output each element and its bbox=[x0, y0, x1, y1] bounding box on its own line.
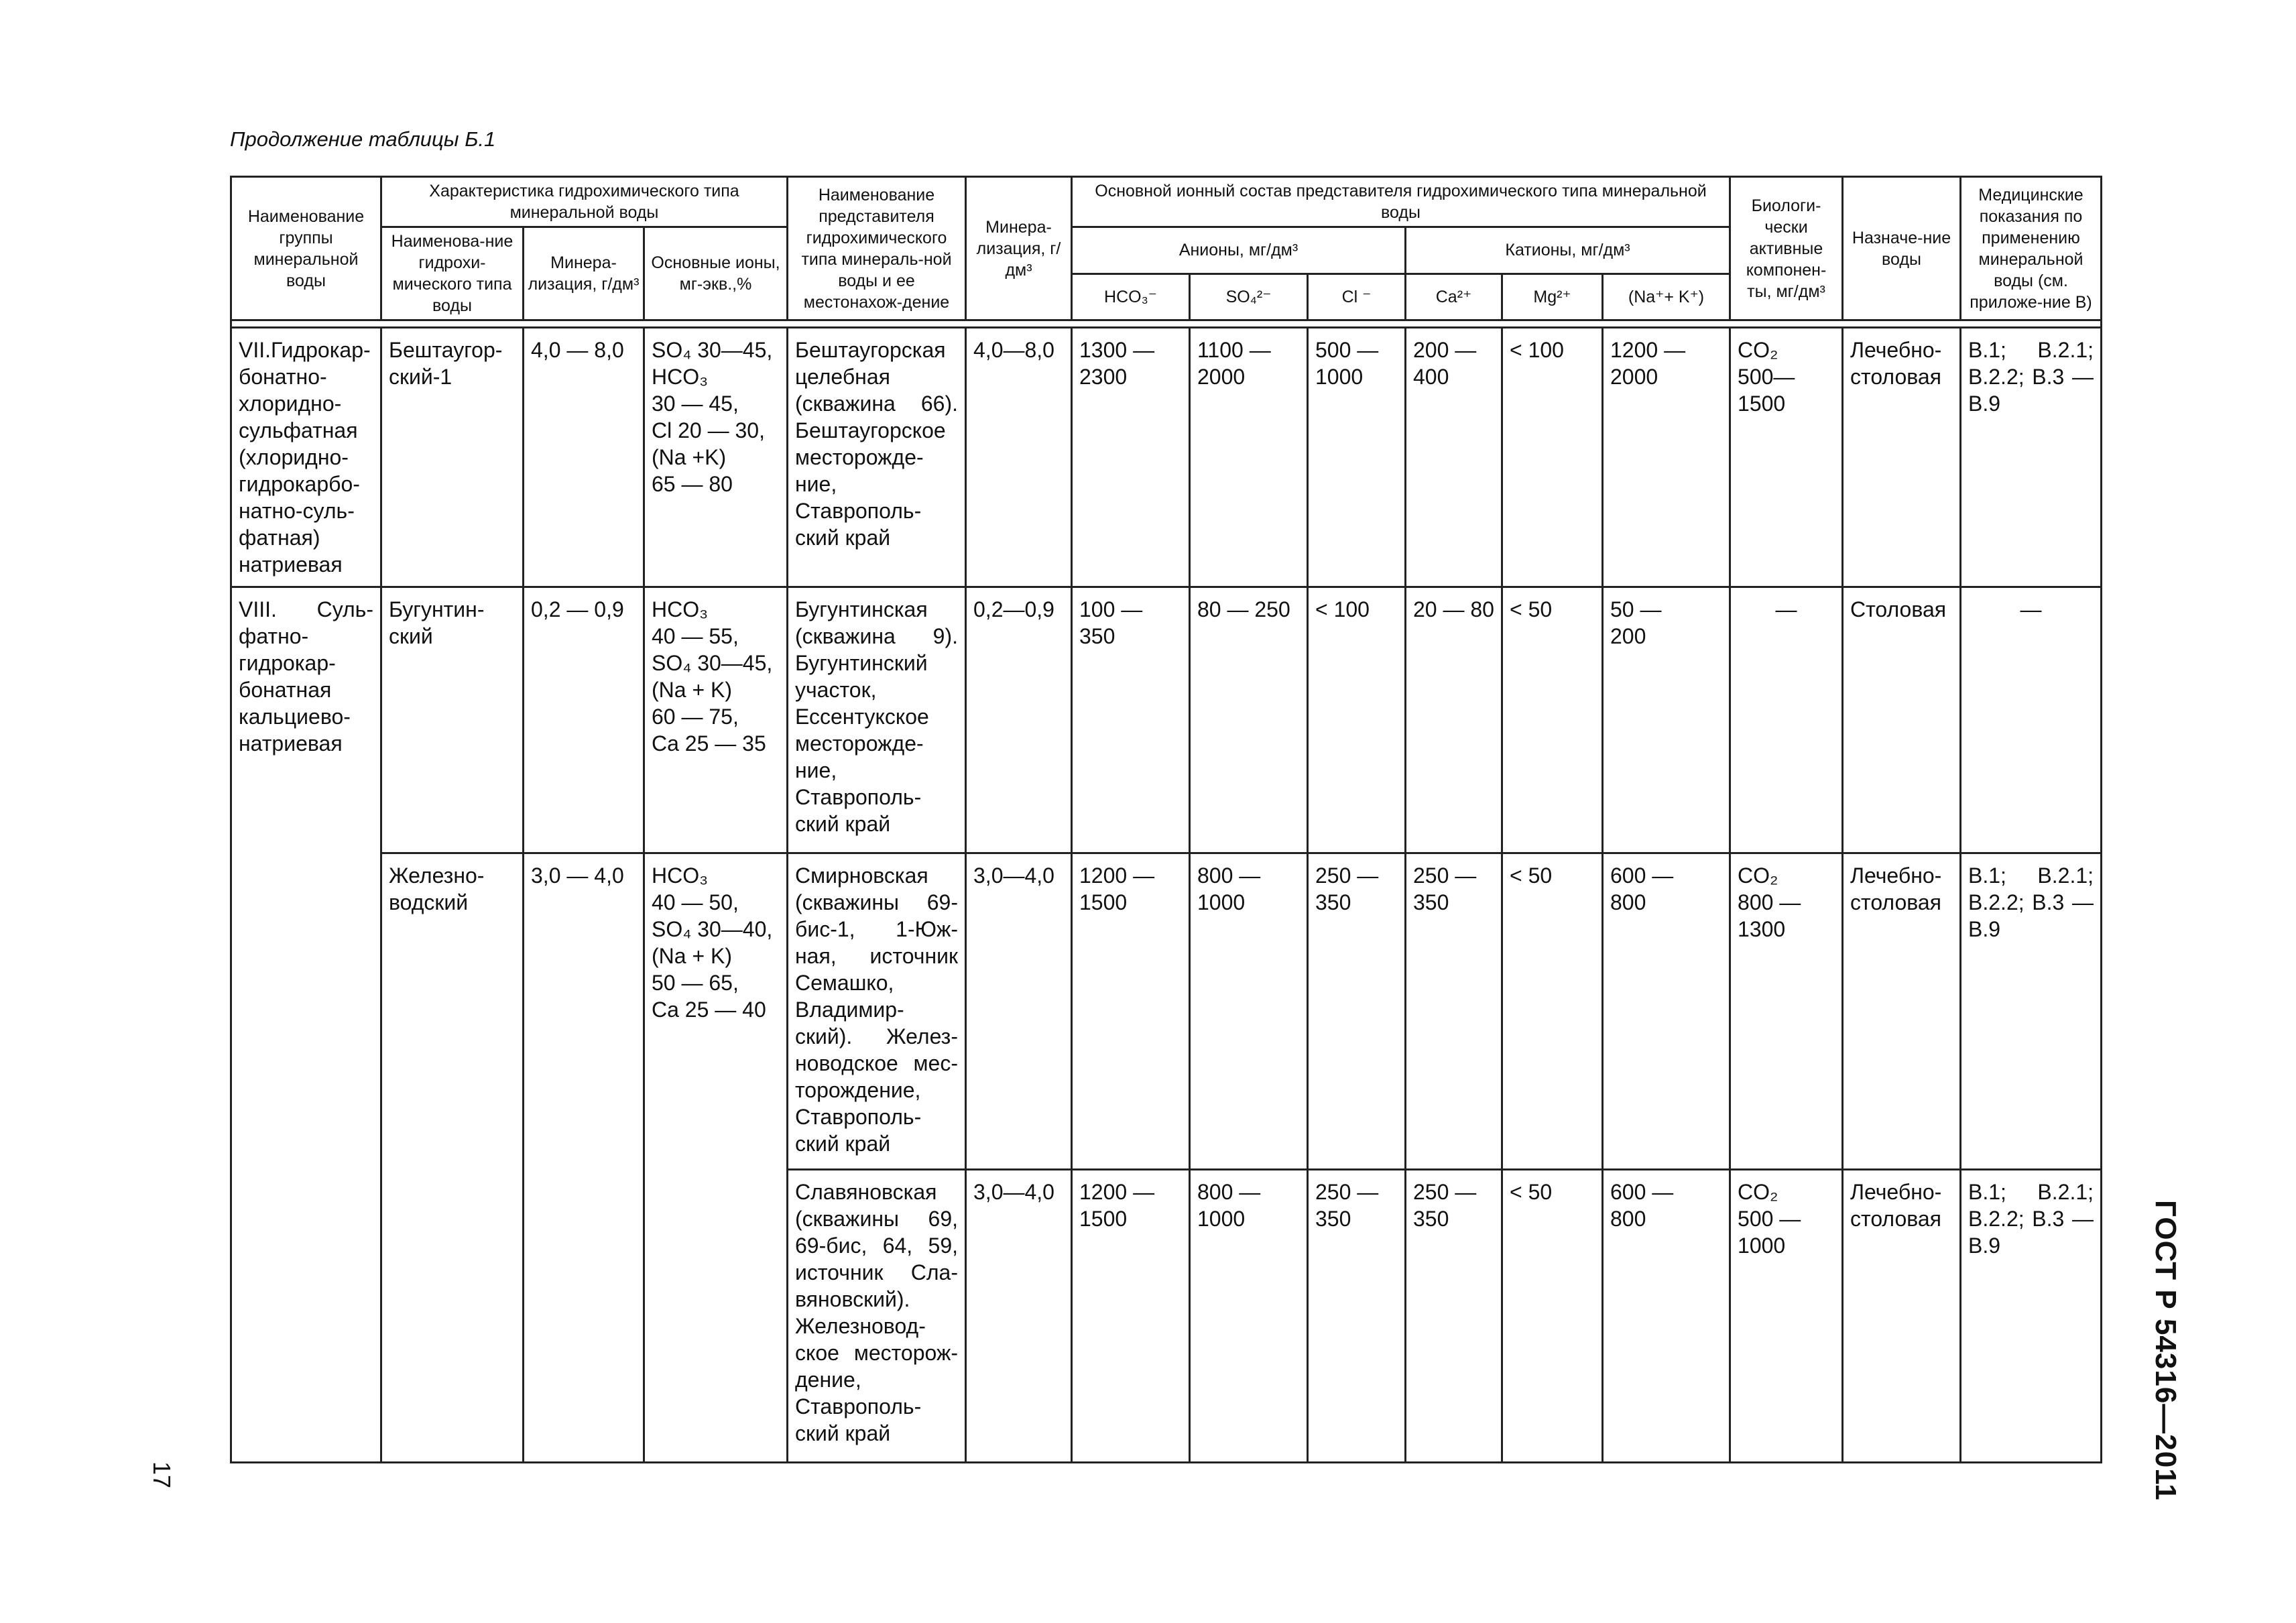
header-rep-name: Наименование представителя гидрохимического типа минераль-ной воды и ее местонахож-дение bbox=[788, 177, 966, 320]
group-cell: VIII. Суль-фатно-гидрокар-бонатная кальциево-натриевая bbox=[231, 587, 381, 1463]
table-row bbox=[231, 328, 2102, 587]
header-main-ions: Основные ионы, мг-экв.,% bbox=[644, 227, 788, 320]
medical-cell: В.1; В.2.1; В.2.2; В.3 — В.9 bbox=[1961, 1170, 2102, 1463]
purpose-cell: Столовая bbox=[1843, 587, 1961, 853]
ca-cell: 200 — 400 bbox=[1406, 328, 1502, 587]
page-number: 17 bbox=[148, 1461, 176, 1489]
purpose-cell: Лечебно-столовая bbox=[1843, 328, 1961, 587]
header-type-mineral: Минера-лизация, г/дм³ bbox=[524, 227, 644, 320]
purpose-cell: Лечебно-столовая bbox=[1843, 853, 1961, 1170]
hco3-cell: 100 — 350 bbox=[1072, 587, 1190, 853]
bio-cell: — bbox=[1730, 587, 1843, 853]
mg-cell: < 100 bbox=[1502, 328, 1603, 587]
type-cell: Железно-водский bbox=[381, 853, 524, 1463]
hco3-cell: 1200 — 1500 bbox=[1072, 853, 1190, 1170]
header-separator bbox=[231, 320, 2102, 328]
cl-cell: 250 — 350 bbox=[1308, 1170, 1406, 1463]
hco3-cell: 1200 — 1500 bbox=[1072, 1170, 1190, 1463]
header-rep-mineral: Минера-лизация, г/дм³ bbox=[966, 177, 1072, 320]
mg-cell: < 50 bbox=[1502, 853, 1603, 1170]
type-mineral-cell: 0,2 — 0,9 bbox=[524, 587, 644, 853]
medical-cell: — bbox=[1961, 587, 2102, 853]
header-purpose: Назначе-ние воды bbox=[1843, 177, 1961, 320]
type-mineral-cell: 4,0 — 8,0 bbox=[524, 328, 644, 587]
ca-cell: 250 — 350 bbox=[1406, 1170, 1502, 1463]
type-cell: Бугунтин-ский bbox=[381, 587, 524, 853]
header-nak: (Na⁺+ K⁺) bbox=[1603, 274, 1730, 320]
cl-cell: 500 — 1000 bbox=[1308, 328, 1406, 587]
table-row bbox=[231, 587, 2102, 853]
so4-cell: 80 — 250 bbox=[1190, 587, 1308, 853]
hco3-cell: 1300 — 2300 bbox=[1072, 328, 1190, 587]
so4-cell: 800 — 1000 bbox=[1190, 853, 1308, 1170]
type-mineral-cell: 3,0 — 4,0 bbox=[524, 853, 644, 1463]
nak-cell: 50 — 200 bbox=[1603, 587, 1730, 853]
header-ion-composition: Основной ионный состав представителя гидрохимического типа минеральной воды bbox=[1072, 177, 1730, 227]
nak-cell: 600 — 800 bbox=[1603, 853, 1730, 1170]
header-ca: Ca²⁺ bbox=[1406, 274, 1502, 320]
mg-cell: < 50 bbox=[1502, 587, 1603, 853]
bio-cell: CO₂ 800 — 1300 bbox=[1730, 853, 1843, 1170]
table-caption: Продолжение таблицы Б.1 bbox=[230, 127, 496, 151]
header-char-type: Характеристика гидрохимического типа минеральной воды bbox=[381, 177, 788, 227]
purpose-cell: Лечебно-столовая bbox=[1843, 1170, 1961, 1463]
main-ions-cell: HCO₃ 40 — 50, SO₄ 30—40, (Na + K) 50 — 65, Ca 25 — 40 bbox=[644, 853, 788, 1463]
rep-mineral-cell: 3,0—4,0 bbox=[966, 853, 1072, 1170]
type-cell: Бештаугор-ский-1 bbox=[381, 328, 524, 587]
so4-cell: 1100 — 2000 bbox=[1190, 328, 1308, 587]
ca-cell: 250 — 350 bbox=[1406, 853, 1502, 1170]
header-cations: Катионы, мг/дм³ bbox=[1406, 227, 1730, 274]
header-so4: SO₄²⁻ bbox=[1190, 274, 1308, 320]
rep-mineral-cell: 3,0—4,0 bbox=[966, 1170, 1072, 1463]
header-bio: Биологи-чески активные компонен-ты, мг/дм³ bbox=[1730, 177, 1843, 320]
nak-cell: 1200 — 2000 bbox=[1603, 328, 1730, 587]
standard-code: ГОСТ Р 54316—2011 bbox=[2149, 1200, 2182, 1501]
rep-mineral-cell: 0,2—0,9 bbox=[966, 587, 1072, 853]
header-medical: Медицинские показания по применению минеральной воды (см. приложе-ние В) bbox=[1961, 177, 2102, 320]
representative-cell: Бештаугорская целебная (скважина 66). Бештаугорское месторожде-ние, Ставрополь-ский край bbox=[788, 328, 966, 587]
ca-cell: 20 — 80 bbox=[1406, 587, 1502, 853]
main-ions-cell: HCO₃ 40 — 55, SO₄ 30—45, (Na + K) 60 — 75, Ca 25 — 35 bbox=[644, 587, 788, 853]
bio-cell: CO₂ 500 — 1000 bbox=[1730, 1170, 1843, 1463]
mg-cell: < 50 bbox=[1502, 1170, 1603, 1463]
cl-cell: < 100 bbox=[1308, 587, 1406, 853]
so4-cell: 800 — 1000 bbox=[1190, 1170, 1308, 1463]
rep-mineral-cell: 4,0—8,0 bbox=[966, 328, 1072, 587]
header-cl: Cl ⁻ bbox=[1308, 274, 1406, 320]
cl-cell: 250 — 350 bbox=[1308, 853, 1406, 1170]
bio-cell: CO₂ 500— 1500 bbox=[1730, 328, 1843, 587]
header-mg: Mg²⁺ bbox=[1502, 274, 1603, 320]
header-hco3: HCO₃⁻ bbox=[1072, 274, 1190, 320]
main-ions-cell: SO₄ 30—45, HCO₃ 30 — 45, Cl 20 — 30, (Na +K) 65 — 80 bbox=[644, 328, 788, 587]
representative-cell: Славяновская (скважины 69, 69-бис, 64, 59, источник Сла-вяновский). Железновод-ское месторож-дение, Ставрополь-ский край bbox=[788, 1170, 966, 1463]
header-type-name: Наименова-ние гидрохи-мического типа воды bbox=[381, 227, 524, 320]
representative-cell: Смирновская (скважины 69-бис-1, 1-Юж-ная, источник Семашко, Владимир-ский). Желез-новодское мес-торождение, Ставрополь-ский край bbox=[788, 853, 966, 1170]
nak-cell: 600 — 800 bbox=[1603, 1170, 1730, 1463]
header-anions: Анионы, мг/дм³ bbox=[1072, 227, 1406, 274]
group-cell: VII.Гидрокар-бонатно-хлоридно-сульфатная (хлоридно-гидрокарбо-натно-суль-фатная) натриевая bbox=[231, 328, 381, 587]
medical-cell: В.1; В.2.1; В.2.2; В.3 — В.9 bbox=[1961, 853, 2102, 1170]
header-group-name: Наименование группы минеральной воды bbox=[231, 177, 381, 320]
representative-cell: Бугунтинская (скважина 9). Бугунтинский участок, Ессентукское месторожде-ние, Ставрополь-ский край bbox=[788, 587, 966, 853]
medical-cell: В.1; В.2.1; В.2.2; В.3 — В.9 bbox=[1961, 328, 2102, 587]
mineral-water-table bbox=[230, 176, 2102, 1463]
table-row bbox=[231, 853, 2102, 1170]
